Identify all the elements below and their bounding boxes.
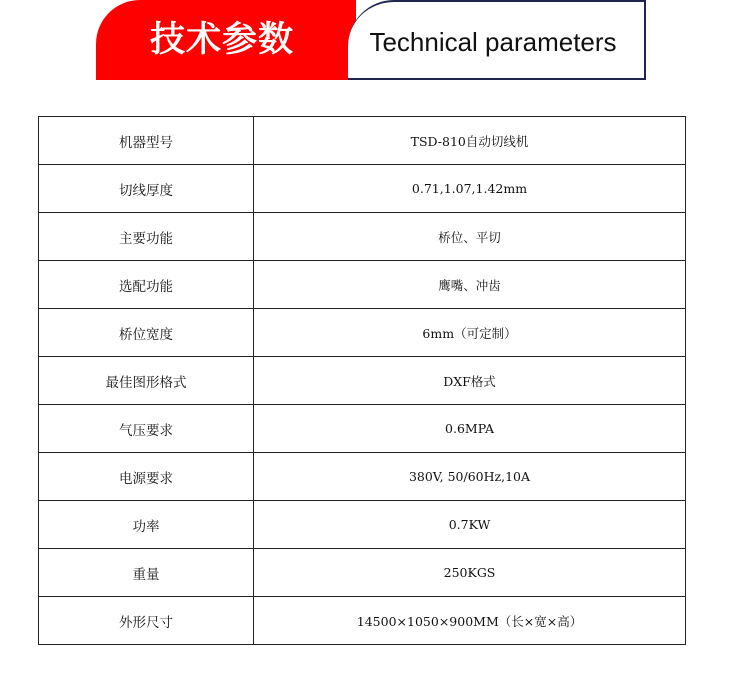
section-header [96, 0, 646, 80]
table-row [39, 549, 686, 597]
table-row [39, 165, 686, 213]
spec-value: 0.71,1.07,1.42mm [254, 165, 686, 213]
spec-value: 0.7KW [254, 501, 686, 549]
spec-value: 380V, 50/60Hz,10A [254, 453, 686, 501]
spec-value: TSD-810自动切线机 [254, 117, 686, 165]
table-row [39, 453, 686, 501]
spec-table [38, 116, 686, 645]
section-title-cn: 技术参数 [149, 20, 294, 60]
table-row [39, 309, 686, 357]
section-title-en: Technical parameters [369, 27, 617, 57]
spec-label: 桥位宽度 [39, 309, 254, 357]
header-white-tab [348, 0, 646, 80]
spec-label: 机器型号 [39, 117, 254, 165]
table-row [39, 117, 686, 165]
table-row [39, 597, 686, 645]
spec-value: 0.6MPA [254, 405, 686, 453]
spec-value: 鹰嘴、冲齿 [254, 261, 686, 309]
spec-value: DXF格式 [254, 357, 686, 405]
table-row [39, 213, 686, 261]
spec-value: 250KGS [254, 549, 686, 597]
spec-label: 主要功能 [39, 213, 254, 261]
spec-label: 选配功能 [39, 261, 254, 309]
spec-label: 功率 [39, 501, 254, 549]
spec-label: 外形尺寸 [39, 597, 254, 645]
spec-label: 电源要求 [39, 453, 254, 501]
table-row [39, 405, 686, 453]
table-row [39, 261, 686, 309]
spec-value: 桥位、平切 [254, 213, 686, 261]
spec-value: 14500×1050×900MM（长×宽×高） [254, 597, 686, 645]
spec-label: 重量 [39, 549, 254, 597]
spec-label: 最佳图形格式 [39, 357, 254, 405]
spec-label: 切线厚度 [39, 165, 254, 213]
table-row [39, 501, 686, 549]
table-row [39, 357, 686, 405]
spec-value: 6mm（可定制） [254, 309, 686, 357]
spec-label: 气压要求 [39, 405, 254, 453]
